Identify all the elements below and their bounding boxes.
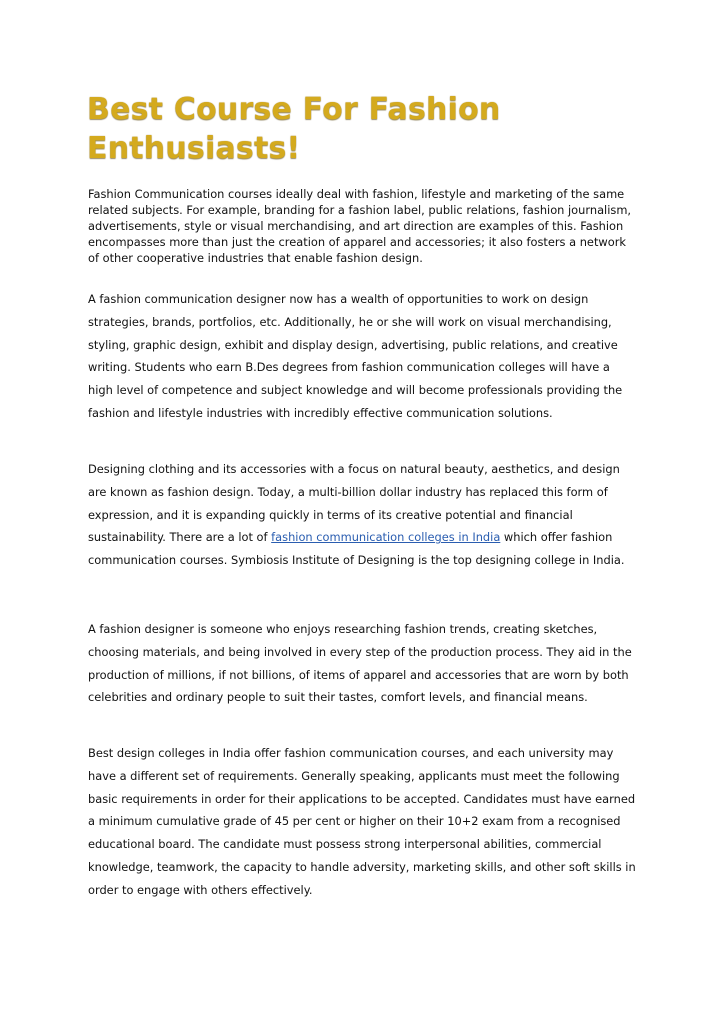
- paragraph-communication-designer: A fashion communication designer now has a wealth of opportunities to work on design strategies, brands, portfolios, etc. Additionally, he or she will work on visual merchandising, styling, graphic design, exhibit and display design, advertising, public relations, and creative writing. Students who earn B.Des degrees from fashion communication colleges will have a high level of competence and subject knowledge and will become professionals providing the fashion and lifestyle industries with incredibly effective communication solutions.: [88, 292, 623, 420]
- paragraph-fashion-design: [88, 458, 636, 572]
- page-title: Best Course For Fashion Enthusiasts!: [87, 92, 501, 166]
- paragraph-fashion-designer: A fashion designer is someone who enjoys researching fashion trends, creating sketches, choosing materials, and being involved in every step of the production process. They aid in the production of millions, if not billions, of items of apparel and accessories that are worn by both celebrities and ordinary people to suit their tastes, comfort levels, and financial means.: [88, 622, 632, 705]
- paragraph-text: Designing clothing and its accessories with a focus on natural beauty, aesthetics, and design are known as fashion design. Today, a multi-billion dollar industry has replaced this form of expression, and it is expanding quickly in terms of its creative potential and financial sustainability. There are a lot of: [88, 462, 620, 545]
- paragraph-requirements: Best design colleges in India offer fashion communication courses, and each university may have a different set of requirements. Generally speaking, applicants must meet the following basic requirements in order for their applications to be accepted. Candidates must have earned a minimum cumulative grade of 45 per cent or higher on their 10+2 exam from a recognised educational board. The candidate must possess strong interpersonal abilities, commercial knowledge, teamwork, the capacity to handle adversity, marketing skills, and other soft skills in order to engage with others effectively.: [88, 746, 636, 897]
- paragraph-intro: Fashion Communication courses ideally deal with fashion, lifestyle and marketing of the same related subjects. For example, branding for a fashion label, public relations, fashion journalism, advertisements, style or visual merchandising, and art direction are examples of this. Fashion encompasses more than just the creation of apparel and accessories; it also fosters a network of other cooperative industries that enable fashion design.: [88, 187, 632, 265]
- colleges-in-india-link[interactable]: fashion communication colleges in India: [271, 530, 501, 545]
- paragraph-text: which offer fashion communication courses. Symbiosis Institute of Designing is the top designing college in India.: [88, 530, 625, 568]
